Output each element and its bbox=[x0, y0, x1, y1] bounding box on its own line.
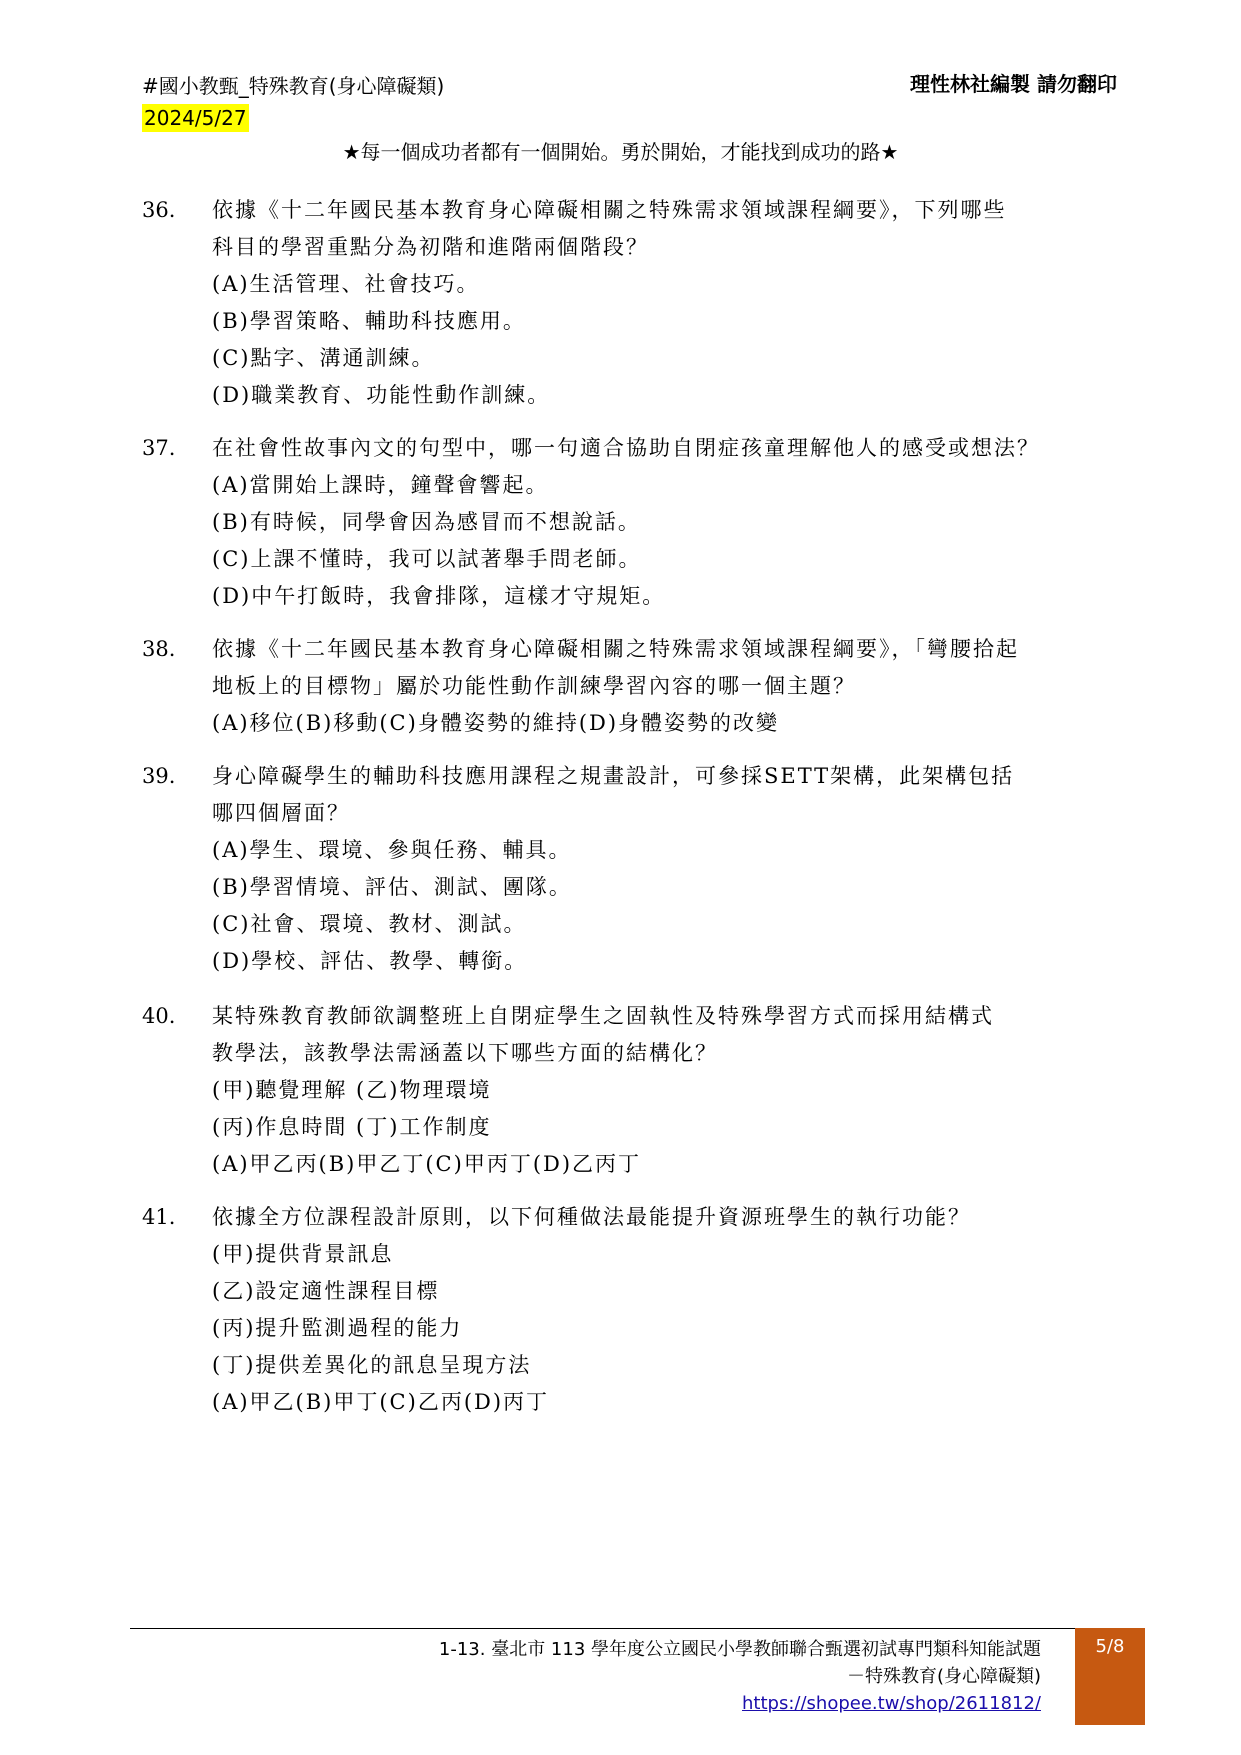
item-line: (丙)作息時間 (丁)工作制度 bbox=[212, 1115, 492, 1139]
question-39 bbox=[142, 758, 1122, 980]
footer bbox=[439, 1636, 1041, 1717]
header-tag: #國小教甄_特殊教育(身心障礙類) bbox=[142, 74, 445, 98]
question-body bbox=[212, 1199, 1122, 1421]
question-38 bbox=[142, 631, 1122, 742]
option-line: (A)生活管理、社會技巧。 bbox=[212, 272, 480, 296]
option-line: (A)移位(B)移動(C)身體姿勢的維持(D)身體姿勢的改變 bbox=[212, 711, 780, 735]
question-40 bbox=[142, 998, 1122, 1183]
option-line: (C)上課不懂時，我可以試著舉手問老師。 bbox=[212, 547, 642, 571]
question-37 bbox=[142, 430, 1122, 615]
question-body bbox=[212, 192, 1122, 414]
page-number: 5/8 bbox=[1095, 1636, 1125, 1657]
item-line: (乙)設定適性課程目標 bbox=[212, 1279, 440, 1303]
header-brand: 理性林社編製 請勿翻印 bbox=[910, 72, 1117, 96]
question-stem-line: 身心障礙學生的輔助科技應用課程之規畫設計，可參採SETT架構，此架構包括 bbox=[212, 764, 1015, 788]
option-line: (D)中午打飯時，我會排隊，這樣才守規矩。 bbox=[212, 584, 666, 608]
question-stem-line: 教學法，該教學法需涵蓋以下哪些方面的結構化？ bbox=[212, 1041, 718, 1065]
item-line: (丙)提升監測過程的能力 bbox=[212, 1316, 463, 1340]
option-line: (C)點字、溝通訓練。 bbox=[212, 346, 435, 370]
question-stem-line: 某特殊教育教師欲調整班上自閉症學生之固執性及特殊學習方式而採用結構式 bbox=[212, 1004, 994, 1028]
question-stem-line: 哪四個層面？ bbox=[212, 801, 350, 825]
option-line: (D)學校、評估、教學、轉銜。 bbox=[212, 949, 528, 973]
page-number-box bbox=[1075, 1628, 1145, 1725]
question-stem-line: 依據全方位課程設計原則，以下何種做法最能提升資源班學生的執行功能？ bbox=[212, 1205, 971, 1229]
motto: ★每一個成功者都有一個開始。勇於開始，才能找到成功的路★ bbox=[342, 140, 899, 164]
question-stem-line: 依據《十二年國民基本教育身心障礙相關之特殊需求領域課程綱要》，下列哪些 bbox=[212, 198, 1007, 222]
question-stem-line: 依據《十二年國民基本教育身心障礙相關之特殊需求領域課程綱要》，「彎腰拾起 bbox=[212, 637, 1019, 661]
item-line: (甲)聽覺理解 (乙)物理環境 bbox=[212, 1078, 492, 1102]
question-body bbox=[212, 631, 1122, 742]
question-number: 41. bbox=[142, 1205, 176, 1229]
question-41 bbox=[142, 1199, 1122, 1421]
option-line: (C)社會、環境、教材、測試。 bbox=[212, 912, 527, 936]
question-stem-line: 科目的學習重點分為初階和進階兩個階段？ bbox=[212, 235, 649, 259]
option-line: (B)學習情境、評估、測試、團隊。 bbox=[212, 875, 572, 899]
footer-divider bbox=[130, 1628, 1075, 1629]
question-number: 38. bbox=[142, 637, 176, 661]
question-body bbox=[212, 998, 1122, 1183]
question-36 bbox=[142, 192, 1122, 414]
footer-exam-title: 1-13. 臺北市 113 學年度公立國民小學教師聯合甄選初試專門類科知能試題 bbox=[438, 1639, 1041, 1660]
question-number: 36. bbox=[142, 198, 176, 222]
question-body bbox=[212, 430, 1122, 615]
option-line: (D)職業教育、功能性動作訓練。 bbox=[212, 383, 551, 407]
option-line: (A)當開始上課時，鐘聲會響起。 bbox=[212, 473, 549, 497]
option-line: (A)甲乙丙(B)甲乙丁(C)甲丙丁(D)乙丙丁 bbox=[212, 1152, 642, 1176]
footer-shop-link[interactable]: https://shopee.tw/shop/2611812/ bbox=[742, 1693, 1041, 1714]
question-stem-line: 地板上的目標物」屬於功能性動作訓練學習內容的哪一個主題？ bbox=[212, 674, 856, 698]
item-line: (丁)提供差異化的訊息呈現方法 bbox=[212, 1353, 532, 1377]
question-number: 39. bbox=[142, 764, 176, 788]
footer-subject: －特殊教育(身心障礙類) bbox=[846, 1666, 1041, 1687]
option-line: (B)學習策略、輔助科技應用。 bbox=[212, 309, 526, 333]
question-number: 37. bbox=[142, 436, 176, 460]
question-body bbox=[212, 758, 1122, 980]
option-line: (A)甲乙(B)甲丁(C)乙丙(D)丙丁 bbox=[212, 1390, 550, 1414]
question-stem-line: 在社會性故事內文的句型中，哪一句適合協助自閉症孩童理解他人的感受或想法？ bbox=[212, 436, 1040, 460]
option-line: (A)學生、環境、參與任務、輔具。 bbox=[212, 838, 572, 862]
question-number: 40. bbox=[142, 1004, 176, 1028]
header-date: 2024/5/27 bbox=[144, 106, 247, 130]
option-line: (B)有時候，同學會因為感冒而不想說話。 bbox=[212, 510, 641, 534]
item-line: (甲)提供背景訊息 bbox=[212, 1242, 394, 1266]
